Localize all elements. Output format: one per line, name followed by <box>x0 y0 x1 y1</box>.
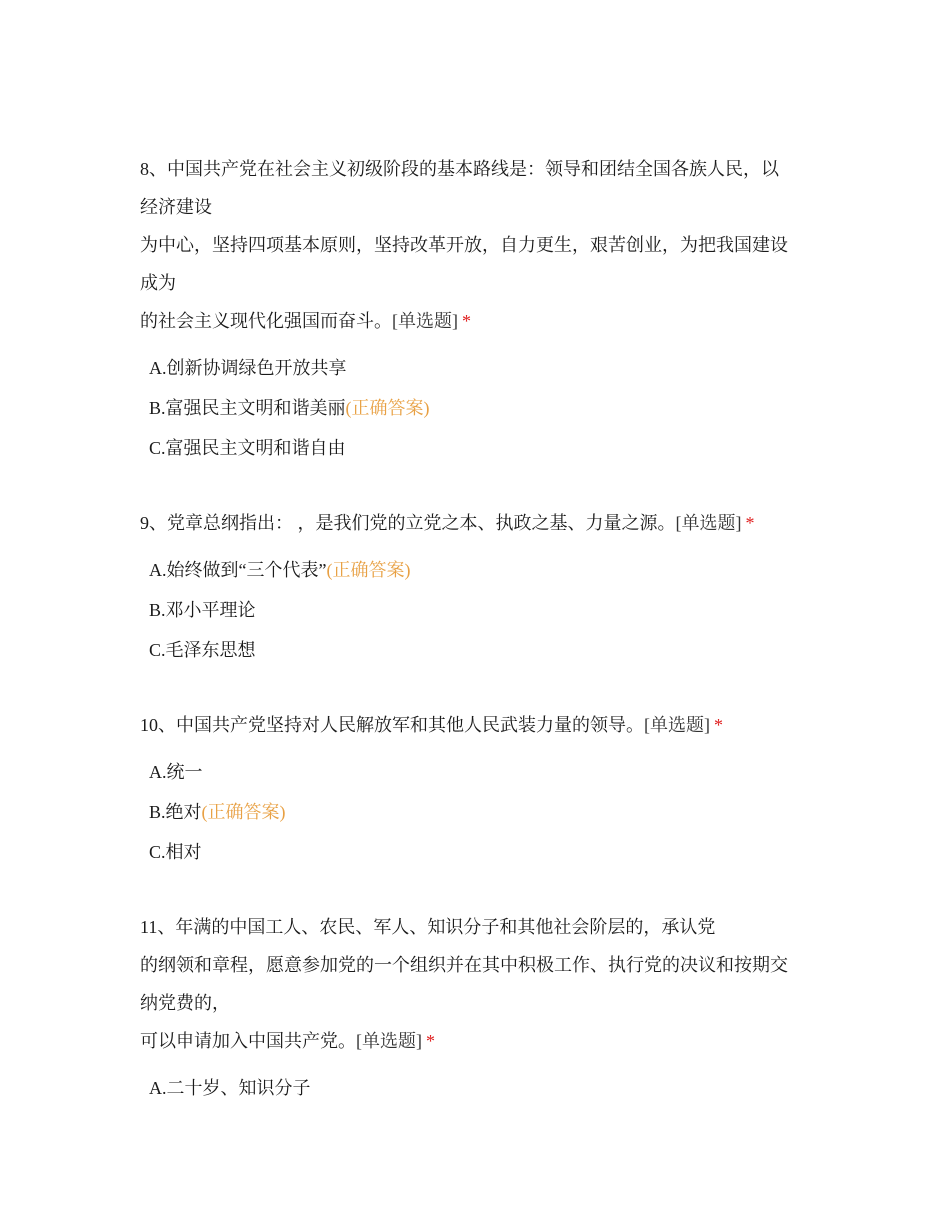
question-text-line: 的纲领和章程，愿意参加党的一个组织并在其中积极工作、执行党的决议和按期交 <box>140 955 788 975</box>
option-b[interactable] <box>149 388 830 428</box>
question-type-label: [单选题] <box>356 1031 422 1051</box>
option-text: A.创新协调绿色开放共享 <box>149 358 347 378</box>
option-b[interactable] <box>149 590 830 630</box>
question-text-tail: 可以申请加入中国共产党。 <box>140 1031 356 1051</box>
correct-answer-label: (正确答案) <box>326 560 411 580</box>
question-type-label: [单选题] <box>675 513 742 533</box>
question-text-line: 纳党费的， <box>140 993 230 1013</box>
required-mark: * <box>426 1031 435 1051</box>
question-8 <box>140 150 830 468</box>
option-text: B.富强民主文明和谐美丽 <box>149 398 346 418</box>
question-9 <box>140 504 830 670</box>
option-text: A.二十岁、知识分子 <box>149 1078 311 1098</box>
option-text: A.始终做到“三个代表” <box>149 560 327 580</box>
question-text-line <box>140 302 830 340</box>
option-a[interactable] <box>149 550 830 590</box>
options-list <box>140 752 830 872</box>
question-text-line: 经济建设 <box>140 197 212 217</box>
question-text-line: 11、年满的中国工人、农民、军人、知识分子和其他社会阶层的，承认党 <box>140 917 716 937</box>
question-type-label: [单选题] <box>644 715 710 735</box>
option-a[interactable] <box>149 752 830 792</box>
required-mark: * <box>714 715 723 735</box>
correct-answer-label: (正确答案) <box>345 398 430 418</box>
option-a[interactable] <box>149 1068 830 1108</box>
options-list <box>140 1068 830 1108</box>
option-text: B.邓小平理论 <box>149 600 256 620</box>
option-c[interactable] <box>149 428 830 468</box>
question-10 <box>140 706 830 872</box>
spacer <box>140 872 830 908</box>
options-list <box>140 348 830 468</box>
option-text: C.相对 <box>149 842 202 862</box>
option-text: C.毛泽东思想 <box>149 640 256 660</box>
question-text-tail: 的社会主义现代化强国而奋斗。 <box>140 311 392 331</box>
quiz-document <box>140 150 830 1108</box>
option-text: C.富强民主文明和谐自由 <box>149 438 346 458</box>
question-type-label: [单选题] <box>392 311 458 331</box>
option-text: A.统一 <box>149 762 203 782</box>
question-text-line <box>140 504 830 542</box>
question-text-line: 成为 <box>140 273 176 293</box>
question-text-tail: 9、党章总纲指出： ，是我们党的立党之本、执政之基、力量之源。 <box>140 513 676 533</box>
question-text-line: 8、中国共产党在社会主义初级阶段的基本路线是：领导和团结全国各族人民，以 <box>140 159 779 179</box>
spacer <box>140 468 830 504</box>
question-text-line: 为中心，坚持四项基本原则，坚持改革开放，自力更生，艰苦创业，为把我国建设 <box>140 235 788 255</box>
question-text-line <box>140 706 830 744</box>
spacer <box>140 670 830 706</box>
correct-answer-label: (正确答案) <box>201 802 286 822</box>
question-text-tail: 10、中国共产党坚持对人民解放军和其他人民武装力量的领导。 <box>140 715 644 735</box>
option-text: B.绝对 <box>149 802 202 822</box>
question-11 <box>140 908 830 1108</box>
option-c[interactable] <box>149 832 830 872</box>
option-a[interactable] <box>149 348 830 388</box>
required-mark: * <box>745 513 755 533</box>
question-text-line <box>140 1022 830 1060</box>
option-c[interactable] <box>149 630 830 670</box>
options-list <box>140 550 830 670</box>
option-b[interactable] <box>149 792 830 832</box>
required-mark: * <box>462 311 471 331</box>
